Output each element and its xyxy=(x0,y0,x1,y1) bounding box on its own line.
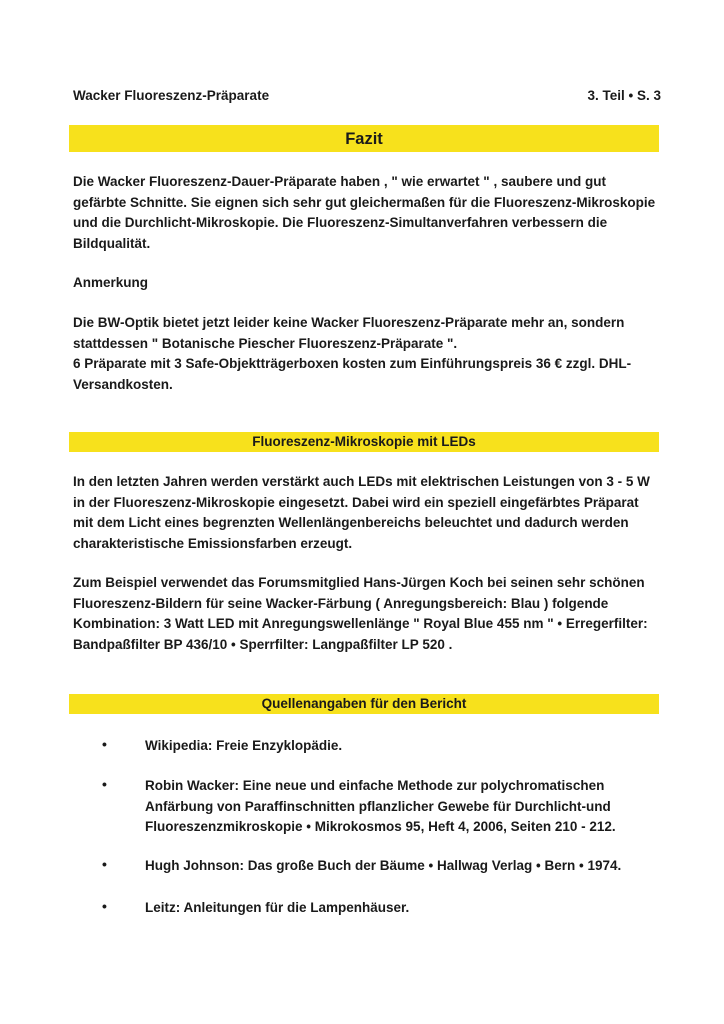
text-line: mit dem Licht eines begrenzten Wellenlängenbereichs beleuchtet und dadurch werden xyxy=(73,515,629,530)
text-line: Fluoreszenz-Bildern für seine Wacker-Färbung ( Anregungsbereich: Blau ) folgende xyxy=(73,595,609,611)
text-line: Zum Beispiel verwendet das Forumsmitglied Hans-Jürgen Koch bei seinen sehr schönen xyxy=(73,575,645,590)
text-line: und die Durchlicht-Mikroskopie. Die Fluoreszenz-Simultanverfahren verbessern die xyxy=(73,215,608,230)
text-line: charakteristische Emissionsfarben erzeugt. xyxy=(73,535,353,551)
text-line: Leitz: Anleitungen für die Lampenhäuser. xyxy=(145,900,410,915)
bullet-icon: • xyxy=(102,898,107,914)
text-line: Hugh Johnson: Das große Buch der Bäume • Hallwag Verlag • Bern • 1974. xyxy=(145,858,622,873)
note-heading xyxy=(73,273,673,294)
fazit-paragraph xyxy=(73,172,673,254)
text-line: Bildqualität. xyxy=(73,235,151,251)
note-paragraph xyxy=(73,313,673,395)
bullet-icon: • xyxy=(102,736,107,752)
text-line: Die BW-Optik bietet jetzt leider keine Wacker Fluoreszenz-Präparate mehr an, sondern xyxy=(73,315,625,330)
bullet-icon: • xyxy=(102,856,107,872)
text-line: Wikipedia: Freie Enzyklopädie. xyxy=(145,738,343,753)
section-heading-fazit: Fazit xyxy=(69,125,659,152)
running-header-page-ref: 3. Teil • S. 3 xyxy=(587,88,661,103)
text-line: Robin Wacker: Eine neue und einfache Methode zur polychromatischen xyxy=(145,778,605,793)
list-item xyxy=(145,898,665,919)
list-item xyxy=(145,776,665,838)
leds-paragraph-1 xyxy=(73,472,673,554)
text-line: Versandkosten. xyxy=(73,376,173,392)
text-line: in der Fluoreszenz-Mikroskopie eingesetzt. Dabei wird ein speziell eingefärbtes Präparat xyxy=(73,494,639,510)
text-line: Kombination: 3 Watt LED mit Anregungswellenlänge " Royal Blue 455 nm " • Erregerfilter: xyxy=(73,616,648,631)
text-line: gefärbte Schnitte. Sie eignen sich sehr gut gleichermaßen für die Fluoreszenz-Mikroskopie xyxy=(73,194,656,210)
list-item xyxy=(145,736,665,757)
text-line: Anmerkung xyxy=(73,275,149,290)
text-line: Die Wacker Fluoreszenz-Dauer-Präparate haben , " wie erwartet " , saubere und gut xyxy=(73,174,606,189)
text-line: stattdessen " Botanische Piescher Fluoreszenz-Präparate ". xyxy=(73,335,458,351)
list-item xyxy=(145,856,665,877)
section-heading-leds: Fluoreszenz-Mikroskopie mit LEDs xyxy=(69,432,659,452)
text-line: 6 Präparate mit 3 Safe-Objektträgerboxen kosten zum Einführungspreis 36 € zzgl. DHL- xyxy=(73,356,632,371)
section-heading-sources: Quellenangaben für den Bericht xyxy=(69,694,659,714)
text-line: Anfärbung von Paraffinschnitten pflanzlicher Gewebe für Durchlicht-und xyxy=(145,798,611,814)
text-line: In den letzten Jahren werden verstärkt auch LEDs mit elektrischen Leistungen von 3 - 5 W xyxy=(73,474,650,489)
leds-paragraph-2 xyxy=(73,573,673,655)
bullet-icon: • xyxy=(102,776,107,792)
text-line: Bandpaßfilter BP 436/10 • Sperrfilter: Langpaßfilter LP 520 . xyxy=(73,636,453,652)
running-header-title: Wacker Fluoreszenz-Präparate xyxy=(73,88,270,103)
text-line: Fluoreszenzmikroskopie • Mikrokosmos 95, Heft 4, 2006, Seiten 210 - 212. xyxy=(145,819,616,834)
